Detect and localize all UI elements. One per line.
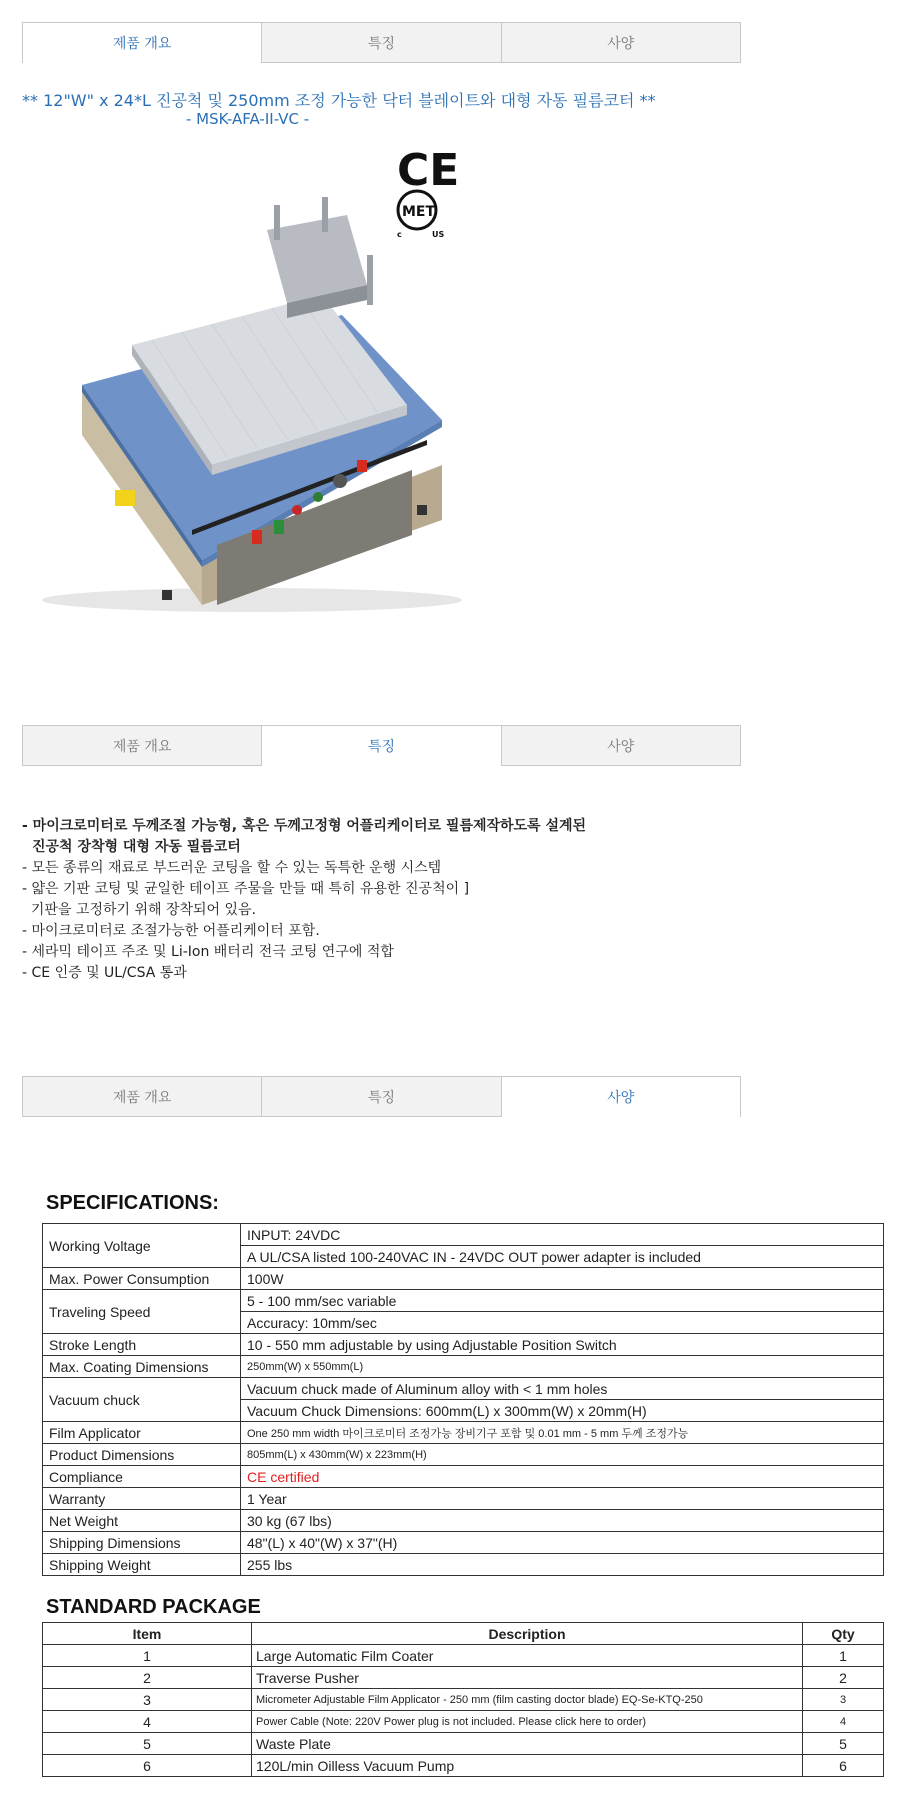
spec-value: 48"(L) x 40"(W) x 37"(H) [241,1532,884,1554]
package-qty: 4 [803,1711,884,1733]
specifications-heading: SPECIFICATIONS: [46,1192,219,1214]
package-description: 120L/min Oilless Vacuum Pump [252,1755,803,1777]
package-qty: 2 [803,1667,884,1689]
spec-label: Working Voltage [43,1224,241,1268]
features-list [22,816,586,984]
spec-label: Warranty [43,1488,241,1510]
product-title: ** 12"W" x 24*L 진공척 및 250mm 조정 가능한 닥터 블레이트와 대형 자동 필름코터 ** [22,91,656,110]
spec-value: 1 Year [241,1488,884,1510]
feature-item: - 모든 종류의 재료로 부드러운 코팅을 할 수 있는 독특한 운행 시스템 [22,860,442,876]
tab-overview[interactable]: 제품 개요 [22,725,262,766]
package-description: Waste Plate [252,1733,803,1755]
standard-package-heading: STANDARD PACKAGE [46,1596,261,1618]
spec-value: Vacuum Chuck Dimensions: 600mm(L) x 300mm(W) x 20mm(H) [241,1400,884,1422]
feature-item: - 세라믹 테이프 주조 및 Li-Ion 배터리 전극 코팅 연구에 적합 [22,944,394,960]
package-row [43,1711,884,1733]
ce-mark: CE [397,145,460,196]
package-item: 3 [43,1689,252,1711]
package-row [43,1645,884,1667]
tab-overview[interactable]: 제품 개요 [22,22,262,63]
met-mark-text: MET [402,204,436,220]
spec-value: Vacuum chuck made of Aluminum alloy with < 1 mm holes [241,1378,884,1400]
tab-bar-overview [22,22,740,63]
spec-value: One 250 mm width 마이크로미터 조정가능 장비기구 포함 및 0.01 mm - 5 mm 두께 조정가능 [241,1422,884,1444]
package-item: 4 [43,1711,252,1733]
package-item: 6 [43,1755,252,1777]
standard-package-table [42,1622,884,1777]
spec-label: Max. Coating Dimensions [43,1356,241,1378]
spec-label: Compliance [43,1466,241,1488]
spec-value: 30 kg (67 lbs) [241,1510,884,1532]
spec-value: Accuracy: 10mm/sec [241,1312,884,1334]
package-qty: 3 [803,1689,884,1711]
feature-item: - CE 인증 및 UL/CSA 통과 [22,965,187,981]
spec-label: Max. Power Consumption [43,1268,241,1290]
tab-features[interactable]: 특징 [261,725,501,766]
tab-features[interactable]: 특징 [261,22,501,63]
package-row [43,1689,884,1711]
package-item: 2 [43,1667,252,1689]
tab-specs[interactable]: 사양 [501,22,741,63]
spec-value: 5 - 100 mm/sec variable [241,1290,884,1312]
package-header-qty: Qty [803,1623,884,1645]
spec-value: CE certified [241,1466,884,1488]
spec-label: Stroke Length [43,1334,241,1356]
spec-label: Vacuum chuck [43,1378,241,1422]
package-item: 5 [43,1733,252,1755]
feature-item: - 얇은 기판 코팅 및 균일한 테이프 주물을 만들 때 특히 유용한 진공척이 ] [22,881,470,897]
package-qty: 5 [803,1733,884,1755]
package-description: Large Automatic Film Coater [252,1645,803,1667]
tab-overview[interactable]: 제품 개요 [22,1076,262,1117]
spec-value: INPUT: 24VDC [241,1224,884,1246]
package-description: Traverse Pusher [252,1667,803,1689]
package-row [43,1755,884,1777]
features-lead-line-2: 진공척 장착형 대형 자동 필름코터 [32,839,241,855]
package-header-item: Item [43,1623,252,1645]
tab-bar-specs [22,1076,740,1117]
specifications-table [42,1223,884,1576]
package-description[interactable]: Power Cable (Note: 220V Power plug is not included. Please click here to order) [252,1711,803,1733]
tab-specs[interactable]: 사양 [501,725,741,766]
product-model: - MSK-AFA-II-VC - [186,110,310,128]
spec-value: A UL/CSA listed 100-240VAC IN - 24VDC OUT power adapter is included [241,1246,884,1268]
package-item: 1 [43,1645,252,1667]
feature-item: 기판을 고정하기 위해 장착되어 있음. [22,902,257,918]
tab-bar-features [22,725,740,766]
tab-features[interactable]: 특징 [261,1076,501,1117]
package-description: Micrometer Adjustable Film Applicator - 250 mm (film casting doctor blade) EQ-Se-KTQ-250 [252,1689,803,1711]
spec-value: 100W [241,1268,884,1290]
package-header-description: Description [252,1623,803,1645]
spec-value: 805mm(L) x 430mm(W) x 223mm(H) [241,1444,884,1466]
feature-item: - 마이크로미터로 조절가능한 어플리케이터 포함. [22,923,320,939]
spec-label: Shipping Dimensions [43,1532,241,1554]
spec-label: Film Applicator [43,1422,241,1444]
spec-label: Net Weight [43,1510,241,1532]
spec-value: 10 - 550 mm adjustable by using Adjustable Position Switch [241,1334,884,1356]
met-mark-c: c [397,230,402,239]
features-lead-line-1: - 마이크로미터로 두께조절 가능형, 혹은 두께고정형 어플리케이터로 필름제작하도록 설계된 [22,818,587,834]
spec-label: Product Dimensions [43,1444,241,1466]
package-row [43,1667,884,1689]
spec-label: Shipping Weight [43,1554,241,1576]
product-image [22,135,512,630]
package-qty: 1 [803,1645,884,1667]
met-mark-us: US [432,230,445,239]
tab-specs[interactable]: 사양 [501,1076,741,1117]
package-row [43,1733,884,1755]
spec-value: 250mm(W) x 550mm(L) [241,1356,884,1378]
spec-value: 255 lbs [241,1554,884,1576]
spec-label: Traveling Speed [43,1290,241,1334]
package-qty: 6 [803,1755,884,1777]
